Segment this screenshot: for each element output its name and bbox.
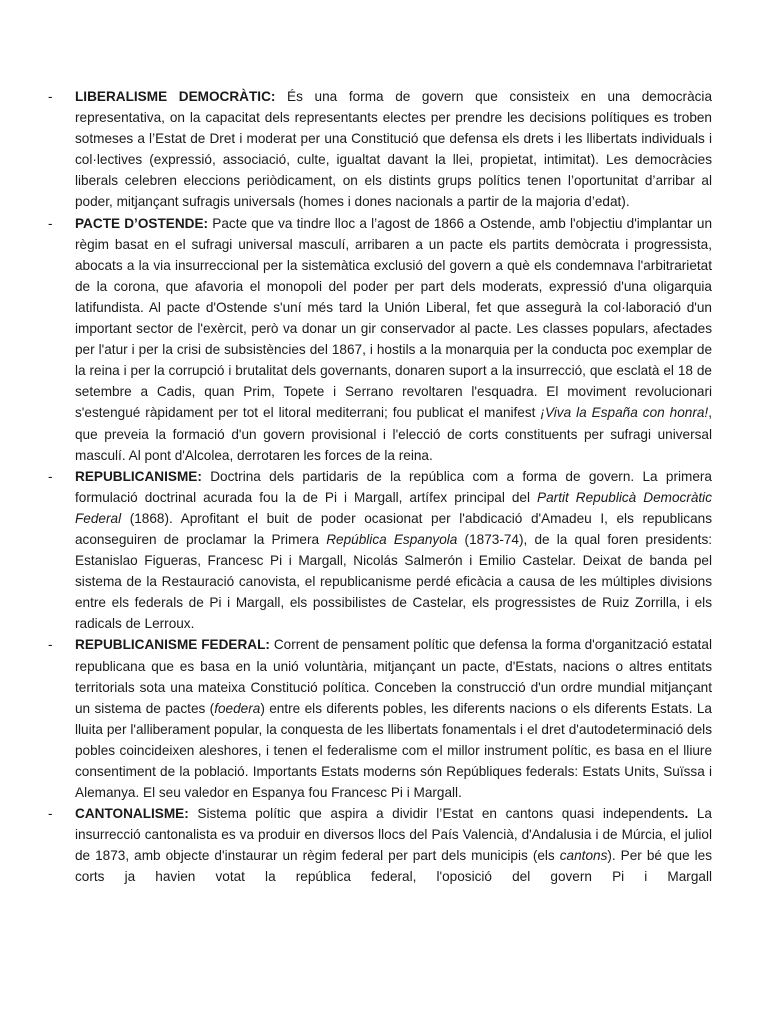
entry-term: LIBERALISME DEMOCRÀTIC: bbox=[75, 89, 276, 104]
entry-paragraph bbox=[75, 466, 712, 635]
republic-name: República Espanyola bbox=[326, 531, 458, 547]
entry-text: Doctrina dels partidaris de la república com a forma de govern. La primera formulació doctrinal acurada fou la de Pi i Margall, artífex principal del bbox=[75, 468, 712, 505]
list-bullet-dash: - bbox=[48, 637, 53, 653]
entry-text-continued: (1868). Aprofitant el buit de poder ocasionat per l'abdicació d'Amadeu I, els republicans aconseguiren de proclamar la Primera bbox=[75, 510, 712, 547]
entry-text: Corrent de pensament polític que defensa la forma d'organització estatal republicana que es basa en la unió voluntària, mitjançant un pacte, d'Estats, nacions o altres entitats territorials sota una mateixa Constitució política. Conceben la construcció d'un ordre mundial mitjançant un sistema de pactes ( bbox=[75, 637, 712, 716]
entry-text: Sistema polític que aspira a dividir l’Estat en cantons quasi independents bbox=[197, 806, 685, 822]
entry-text-continued: La insurrecció cantonalista es va produir en diversos llocs del País Valencià, d'Andalusia i de Múrcia, el juliol de 1873, amb objecte d'instaurar un règim federal per part dels municipis (els bbox=[75, 806, 712, 864]
entry-text: Pacte que va tindre lloc a l’agost de 1866 a Ostende, amb l'objectiu d'implantar un règim basat en el sufragi universal masculí, arribaren a un pacte els partits demòcrata i progressista, abocats a la via insurreccional per la sistemàtica exclusió del govern a què els condemnava l'arbitrarietat de la corona, que afavoria el monopoli del poder per part dels moderats, expressió d'una oligarquia latifundista. Al pacte d'Ostende s'uní més tard la Unión Liberal, fet que assegurà la col·laboració d'un important sector de l'exèrcit, però va donar un gir conservador al pacte. Les classes populars, afectades per l'atur i per la crisi de subsistències del 1867, i hostils a la monarquia per la conducta poc exemplar de la reina i per la corrupció i brutalitat dels governants, donaren suport a la insurrecció, que esclatà el 18 de setembre a Cadis, quan Prim, Topete i Serrano revoltaren l'esquadra. El moviment revolucionari s'estengué ràpidament per tot el litoral mediterrani; fou publicat el manifest bbox=[75, 215, 712, 421]
entry-text-continued: , que preveia la formació d'un govern provisional i l'elecció de corts constituents per sufragi universal masculí. Al pont d'Alcolea, derrotaren les forces de la reina. bbox=[75, 405, 712, 463]
entry-term: REPUBLICANISME FEDERAL: bbox=[75, 637, 270, 653]
entry-paragraph bbox=[75, 803, 712, 887]
sentence-period: . bbox=[684, 806, 689, 822]
entry-text-end: ). Per bé que les corts ja havien votat la república federal, l'oposició del govern Pi i Margall bbox=[75, 848, 713, 885]
entry-text: És una forma de govern que consisteix en una democràcia representativa, on la capacitat dels representants electes per prendre les decisions polítiques es troben sotmeses a l’Estat de Dret i moderat per una Constitució que defensa els drets i les llibertats individuals i col·lectives (expressió, associació, culte, igualtat davant la llei, propietat, intimitat). Les democràcies liberals celebren eleccions periòdicament, on els distints grups polítics tenen l’oportunitat d’arribar al poder, mitjançant sufragis universals (homes i dones nacionals a partir de la majoria d’edat). bbox=[75, 89, 713, 210]
entry-text-end: (1873-74), de la qual foren presidents: Estanislao Figueras, Francesc Pi i Margall, Nicolás Salmerón i Emilio Castelar. Deixat de banda pel sistema de la Restauració canovista, el republicanisme perdé eficàcia a causa de les múltiples divisions entre els federals de Pi i Margall, els possibilistes de Castelar, els progressistes de Ruiz Zorrilla, i els radicals de Lerroux. bbox=[75, 531, 713, 632]
list-item-republicanisme-federal bbox=[48, 634, 712, 803]
list-bullet-dash: - bbox=[48, 215, 53, 231]
list-item-liberalisme-democratic bbox=[48, 86, 712, 213]
party-name: Partit Republicà Democràtic Federal bbox=[75, 489, 713, 526]
entry-term: PACTE D’OSTENDE: bbox=[75, 215, 209, 231]
list-item-cantonalisme bbox=[48, 803, 712, 887]
manifesto-title: ¡Viva la España con honra! bbox=[540, 405, 709, 421]
entry-term: REPUBLICANISME: bbox=[75, 468, 202, 484]
list-bullet-dash: - bbox=[48, 468, 53, 484]
entry-paragraph bbox=[75, 634, 712, 803]
list-bullet-dash: - bbox=[48, 806, 53, 822]
foedera-term: foedera bbox=[214, 700, 261, 716]
entry-term: CANTONALISME: bbox=[75, 806, 189, 822]
list-bullet-dash: - bbox=[48, 89, 53, 104]
entry-text-continued: ) entre els diferents pobles, les diferents nacions o els diferents Estats. La lluita per l'alliberament popular, la conquesta de les llibertats fonamentals i el dret d'autodeterminació dels pobles coincideixen aleshores, i tenen el federalisme com el millor instrument polític, es basa en el lliure consentiment de la població. Importants Estats moderns són Repúbliques federals: Estats Units, Suïssa i Alemanya. El seu valedor en Espanya fou Francesc Pi i Margall. bbox=[75, 700, 712, 801]
entry-paragraph bbox=[75, 86, 712, 213]
glossary-list bbox=[48, 86, 712, 888]
cantons-term: cantons bbox=[559, 848, 608, 864]
list-item-republicanisme bbox=[48, 466, 712, 635]
list-item-pacte-ostende bbox=[48, 213, 712, 466]
entry-paragraph bbox=[75, 213, 712, 466]
